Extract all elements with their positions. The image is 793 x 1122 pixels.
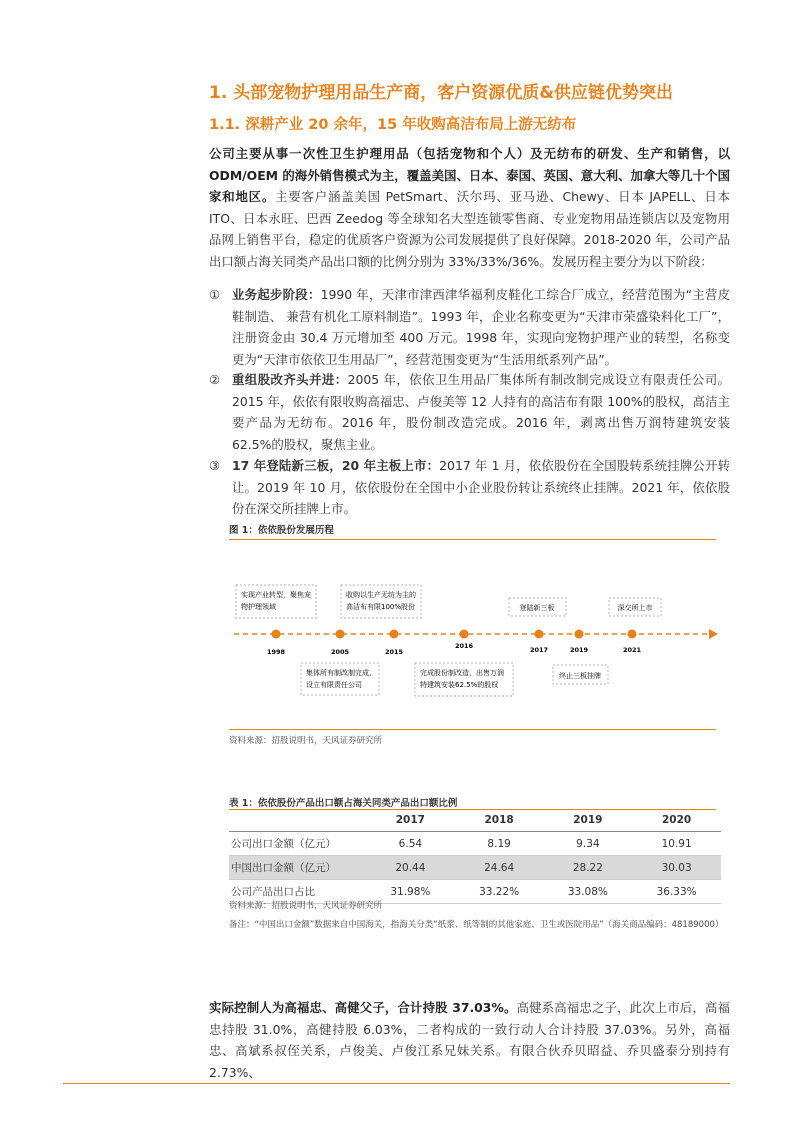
milestone-text: 高洁布有限100%股份 (346, 603, 416, 611)
table-cell: 公司产品出口占比 (229, 880, 366, 904)
closing-bold: 实际控制人为高福忠、高健父子，合计持股 37.03%。 (209, 1000, 517, 1015)
milestone-box (415, 663, 513, 696)
table-cell: 10.91 (632, 832, 721, 856)
milestone-text: 特建筑安装62.5%的股权 (420, 681, 499, 689)
year-label: 2016 (454, 642, 474, 650)
timeline-node (336, 630, 345, 639)
milestone-text: 终止三板挂牌 (559, 672, 601, 680)
year-label: 2021 (622, 646, 642, 654)
table-cell: 30.03 (632, 856, 721, 880)
table-header: 2017 (366, 809, 455, 832)
year-label: 2015 (384, 648, 404, 656)
export-ratio-table (229, 809, 721, 904)
milestone-text: 物护理领域 (241, 603, 276, 611)
table-header-row (229, 809, 721, 832)
timeline-node (460, 630, 469, 639)
figure-bottom-rule (229, 729, 716, 730)
table-header: 2019 (544, 809, 633, 832)
milestone-text: 深交所上市 (617, 604, 653, 612)
milestone-text: 登陆新三板 (519, 604, 555, 612)
table-cell: 公司出口金额（亿元） (229, 832, 366, 856)
table-note: 备注：“中国出口金额”数据来自中国海关，指海关分类“纸浆、纸等制的其他家庭、卫生或医院用品”（海关商品编码：48189000） (229, 920, 724, 930)
stage-title: 17 年登陆新三板，20 年主板上市： (232, 458, 440, 473)
stage-text: 1990 年，天津市津西津华福利皮鞋化工综合厂成立，经营范围为“主营皮鞋制造、 兼营有机化工原料制造”。1993 年，企业名称变更为“天津市荣盛染料化工厂”，注册资金由 30.4 万元增加至 400 万元。1998 年，实现向宠物护理产业的转型，名称变更为“天津市依依卫生用品厂”，经营范围变更为“生活用纸系列产品”。 (232, 287, 731, 367)
milestone-text: 完成股份制改造，出售万润 (420, 669, 504, 677)
table-row (229, 832, 721, 856)
year-label: 2005 (330, 648, 350, 656)
year-label: 2019 (569, 646, 589, 654)
timeline-node (272, 630, 281, 639)
year-label: 1998 (266, 648, 286, 656)
table-cell: 31.98% (366, 880, 455, 904)
table-cell: 9.34 (544, 832, 633, 856)
milestone-box (236, 585, 316, 618)
heading-1: 1. 头部宠物护理用品生产商，客户资源优质&供应链优势突出 (209, 83, 674, 103)
stage-item (209, 369, 730, 455)
table-header (229, 809, 366, 832)
table-cell: 24.64 (455, 856, 544, 880)
milestone-box (341, 585, 421, 618)
figure-source: 资料来源：招股说明书，天风证券研究所 (229, 736, 383, 746)
stage-number: ① (209, 287, 221, 302)
milestone-text: 集体所有制改制完成， (306, 669, 376, 677)
stage-text: 2005 年，依依卫生用品厂集体所有制改制完成设立有限责任公司。2015 年，依依有限收购高福忠、卢俊美等 12 人持有的高洁布有限 100%的股权，高洁主要产品为无纺布。2016 年，股份制改造完成。2016 年，剥离出售万润特建筑安装 62.5%的股权，聚焦主业。 (232, 372, 730, 452)
table-cell: 28.22 (544, 856, 633, 880)
table-cell: 33.22% (455, 880, 544, 904)
intro-text: 主要客户涵盖美国 PetSmart、沃尔玛、亚马逊、Chewy、日本 JAPELL、日本 ITO、日本永旺、巴西 Zeedog 等全球知名大型连锁零售商、专业宠物用品连锁店以及宠物用品网上销售平台，稳定的优质客户资源为公司发展提供了良好保障。2018-2020 年，公司产品出口额占海关同类产品出口额的比例分别为 33%/33%/36%。发展历程主要分为以下阶段： (209, 189, 731, 269)
timeline-node (535, 630, 544, 639)
closing-paragraph (209, 997, 730, 1083)
timeline-node (390, 630, 399, 639)
stage-number: ③ (209, 458, 221, 473)
stage-item (209, 455, 730, 520)
milestone-text: 设立有限责任公司 (306, 681, 362, 689)
table-header: 2018 (455, 809, 544, 832)
stage-title: 业务起步阶段： (232, 287, 321, 302)
footer-rule (63, 1083, 730, 1084)
milestone-box (301, 663, 379, 695)
table-cell: 33.08% (544, 880, 633, 904)
table-title: 表 1：依依股份产品出口额占海关同类产品出口额比例 (229, 798, 458, 809)
closing-text: 高健系高福忠之子，此次上市后，高福忠持股 31.0%，高健持股 6.03%，二者构成的一致行动人合计持股 37.03%。另外，高福忠、高斌系叔侄关系，卢俊美、卢俊江系兄妹关系。有限合伙乔贝昭益、乔贝盛泰分别持有 2.73%、 (209, 1000, 731, 1080)
timeline-figure (229, 545, 719, 730)
table-header: 2020 (632, 809, 721, 832)
stage-number: ② (209, 372, 221, 387)
year-label: 2017 (529, 646, 549, 654)
milestone-text: 收购以生产无纺为主的 (346, 591, 416, 599)
table-row (229, 856, 721, 880)
milestone-text: 实现产业转型，聚焦宠 (241, 591, 311, 599)
heading-2: 1.1. 深耕产业 20 余年，15 年收购高洁布局上游无纺布 (209, 117, 577, 133)
table-source: 资料来源：招股说明书，天风证券研究所 (229, 901, 383, 911)
table-cell: 20.44 (366, 856, 455, 880)
figure-title: 图 1：依依股份发展历程 (229, 525, 334, 536)
timeline-node (628, 630, 637, 639)
figure-top-rule (229, 539, 716, 540)
table-cell: 6.54 (366, 832, 455, 856)
timeline-node (575, 630, 584, 639)
table-cell: 36.33% (632, 880, 721, 904)
timeline-arrow (709, 629, 718, 639)
table-cell: 中国出口金额（亿元） (229, 856, 366, 880)
table-cell: 8.19 (455, 832, 544, 856)
intro-bold: 公司主要从事一次性卫生护理用品（包括宠物和个人）及无纺布的研发、生产和销售，以ODM/OEM 的海外销售模式为主，覆盖美国、日本、泰国、英国、意大利、加拿大等几十个国家和地区。 (209, 146, 730, 204)
intro-paragraph (209, 143, 730, 272)
stage-text: 2017 年 1 月，依依股份在全国股转系统挂牌公开转让。2019 年 10 月，依依股份在全国中小企业股份转让系统终止挂牌。2021 年，依依股份在深交所挂牌上市。 (232, 458, 730, 516)
stage-title: 重组股改齐头并进： (232, 372, 348, 387)
stage-item (209, 284, 730, 370)
